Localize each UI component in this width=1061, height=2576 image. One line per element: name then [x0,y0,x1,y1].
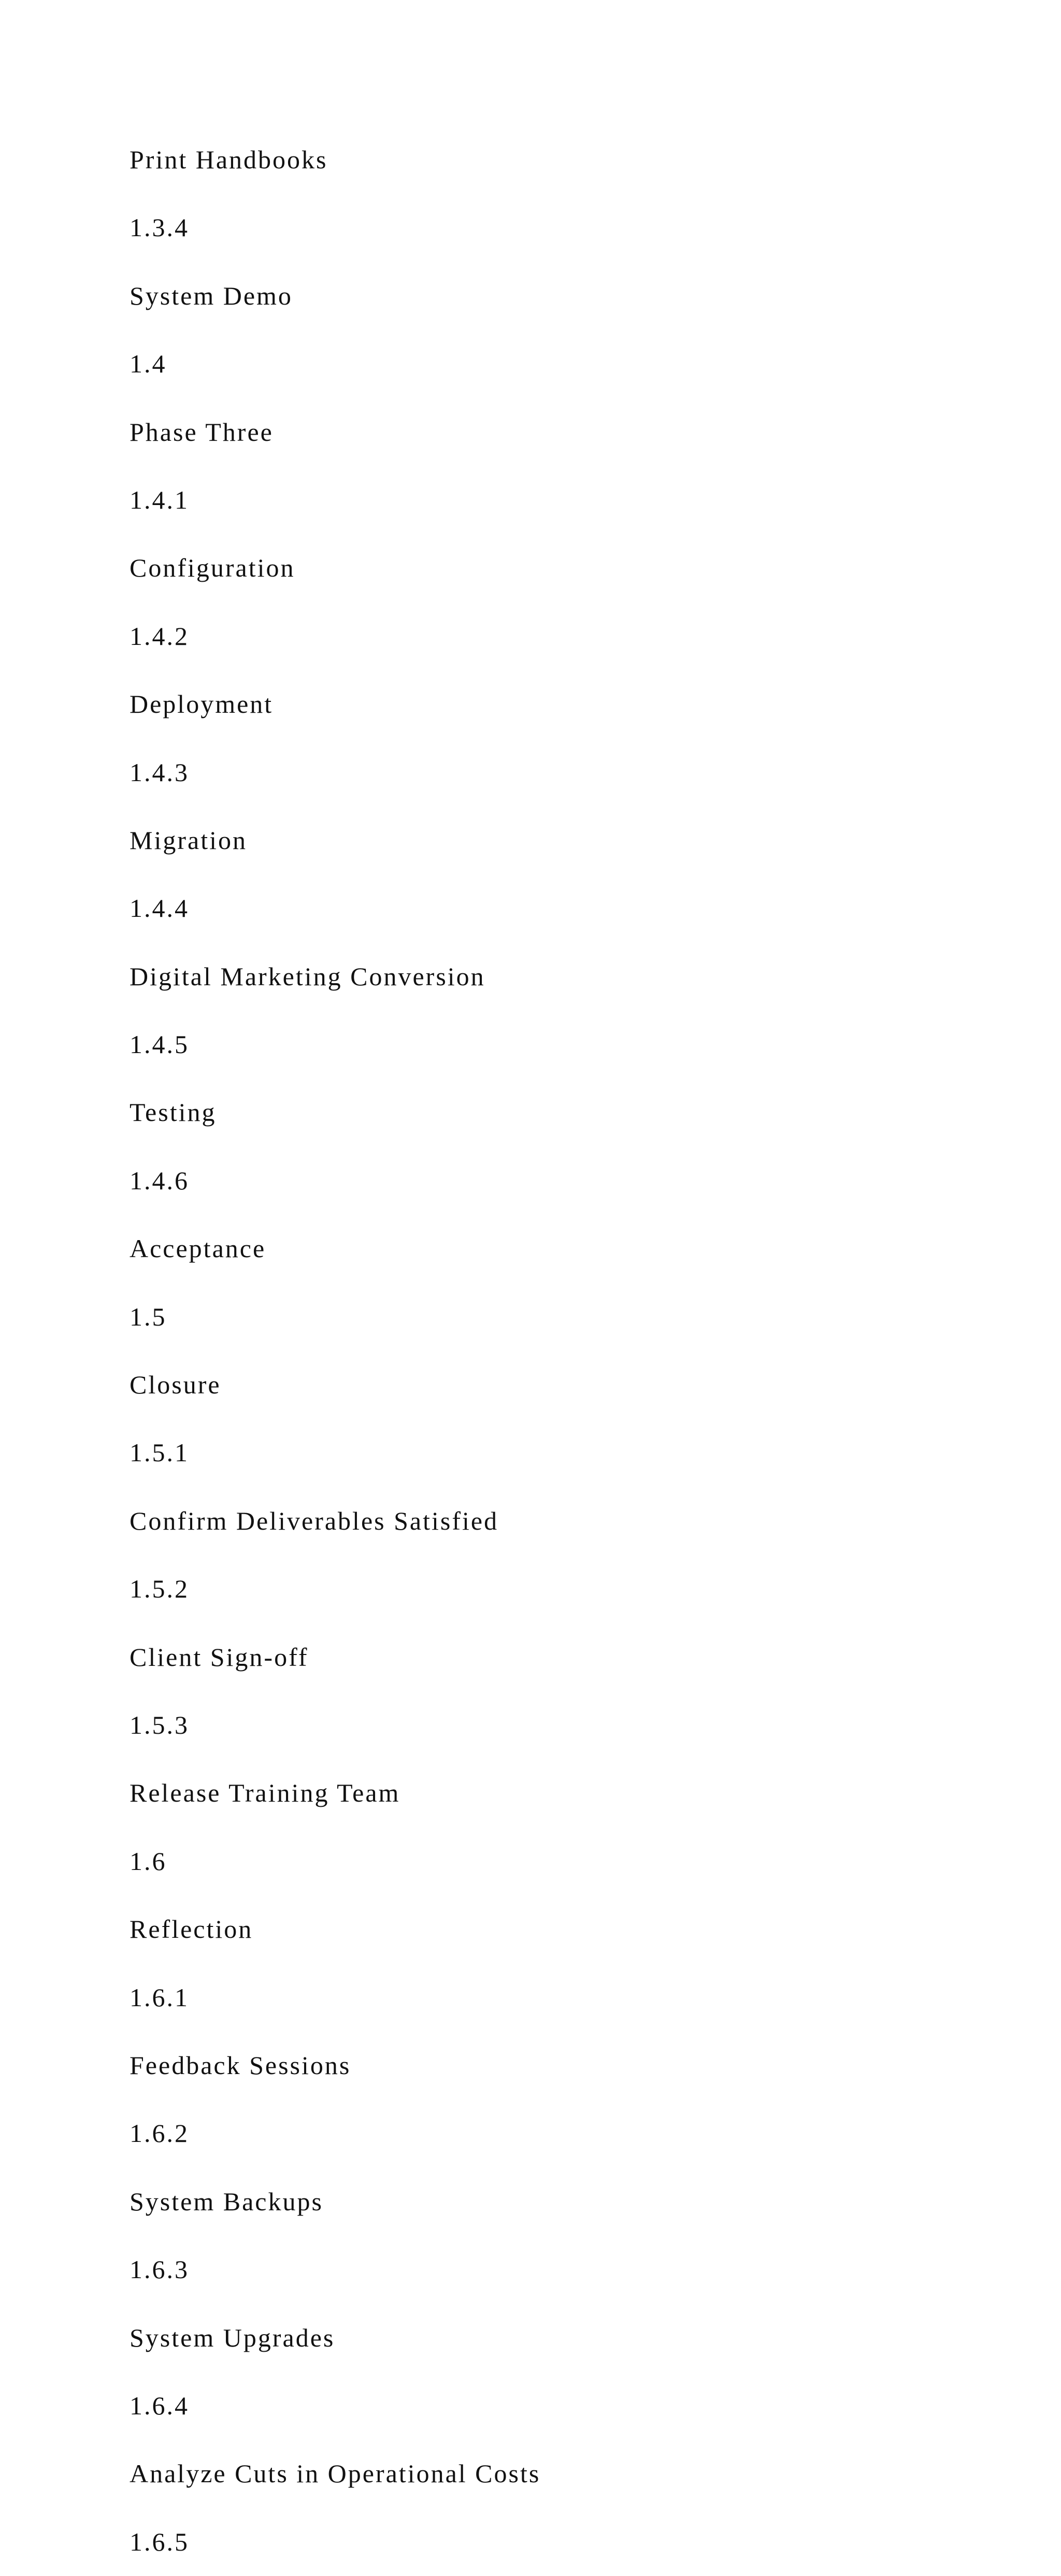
wbs-list [130,126,540,2576]
wbs-item-number: 1.4 [130,349,167,379]
wbs-item-label: Acceptance [130,1234,266,1263]
wbs-item-label: Analyze Cuts in Operational Costs [130,2459,541,2488]
wbs-item-number: 1.6.4 [130,2391,189,2420]
wbs-item-number: 1.5.2 [130,1574,189,1604]
wbs-item-number: 1.5.3 [130,1710,189,1739]
wbs-item-number: 1.3.4 [130,213,189,242]
wbs-item-number: 1.6.1 [130,1982,189,2012]
wbs-item-label: Release Training Team [130,1778,400,1808]
wbs-item-number: 1.4.2 [130,621,189,651]
wbs-item-number: 1.4.3 [130,757,189,787]
wbs-item-number: 1.4.4 [130,894,189,923]
wbs-item-label: Reflection [130,1915,253,1944]
wbs-item-number: 1.6 [130,1846,167,1876]
wbs-item-number: 1.4.1 [130,485,189,514]
wbs-item-label: System Demo [130,281,293,310]
wbs-item-label: System Upgrades [130,2323,335,2352]
wbs-item-label: Feedback Sessions [130,2050,351,2080]
wbs-item-label: Deployment [130,689,274,719]
wbs-item-label: Print Handbooks [130,145,328,174]
wbs-item-label: Digital Marketing Conversion [130,961,485,991]
wbs-item-label: Confirm Deliverables Satisfied [130,1506,499,1535]
wbs-item-number: 1.5.1 [130,1438,189,1467]
wbs-item-label: System Backups [130,2186,323,2216]
wbs-item-number: 1.6.3 [130,2255,189,2284]
wbs-item-label: Phase Three [130,417,274,447]
wbs-item-number: 1.4.5 [130,1030,189,1059]
wbs-item-number: 1.6.2 [130,2119,189,2148]
wbs-item-label: Testing [130,1098,217,1127]
wbs-item-label: Configuration [130,553,295,583]
wbs-item-label: Closure [130,1370,221,1400]
wbs-item-number: 1.6.5 [130,2527,189,2556]
wbs-item-label: Client Sign-off [130,1642,309,1672]
wbs-item-number: 1.5 [130,1302,167,1331]
wbs-item-label: Migration [130,825,247,855]
wbs-item-number: 1.4.6 [130,1165,189,1195]
